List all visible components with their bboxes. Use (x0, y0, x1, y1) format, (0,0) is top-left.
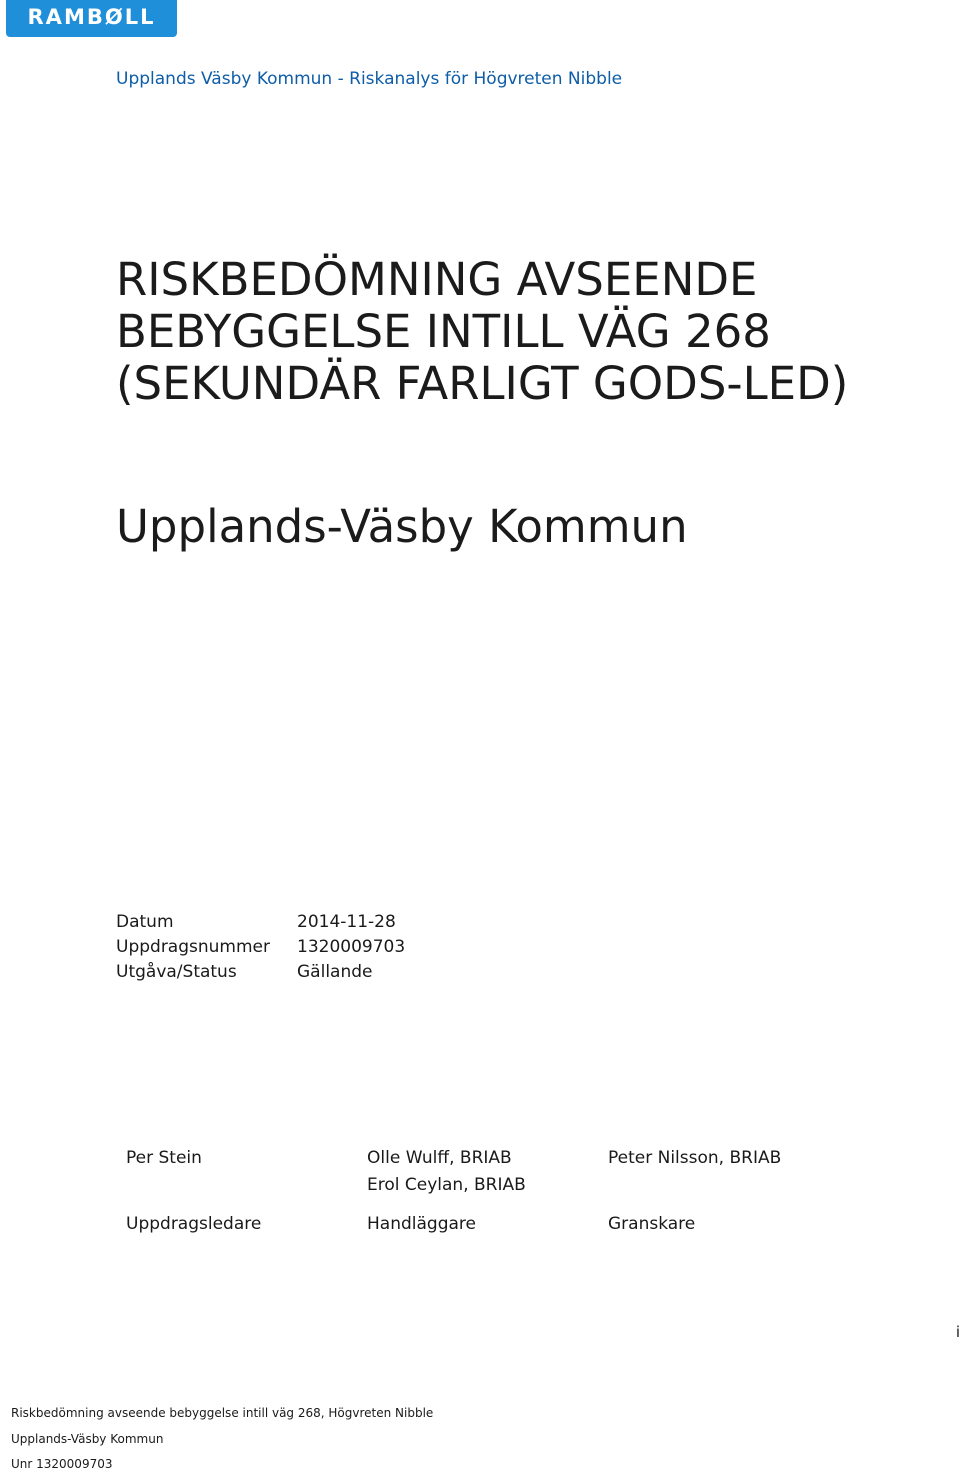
logo-text: RAMBØLL (27, 5, 156, 29)
meta-label-status: Utgåva/Status (116, 962, 237, 982)
title-line-1: RISKBEDÖMNING AVSEENDE (116, 253, 758, 306)
title-line-3: (SEKUNDÄR FARLIGT GODS-LED) (116, 357, 849, 410)
person-name: Peter Nilsson, BRIAB (608, 1148, 782, 1168)
person-name: Olle Wulff, BRIAB (367, 1148, 512, 1168)
meta-value-assignment-number: 1320009703 (297, 937, 406, 957)
page-number: i (955, 1323, 960, 1341)
meta-value-status: Gällande (297, 962, 373, 982)
person-role: Handläggare (367, 1214, 476, 1234)
document-subtitle: Upplands Väsby Kommun - Riskanalys för Högvreten Nibble (116, 69, 623, 89)
client-name: Upplands-Väsby Kommun (116, 500, 688, 553)
footer-line: Unr 1320009703 (11, 1457, 113, 1471)
meta-label-date: Datum (116, 912, 174, 932)
title-line-2: BEBYGGELSE INTILL VÄG 268 (116, 305, 771, 358)
person-role: Uppdragsledare (126, 1214, 262, 1234)
person-role: Granskare (608, 1214, 696, 1234)
meta-label-assignment-number: Uppdragsnummer (116, 937, 270, 957)
person-name: Per Stein (126, 1148, 202, 1168)
meta-value-date: 2014-11-28 (297, 912, 396, 932)
ramboll-logo (6, 0, 177, 37)
person-name: Erol Ceylan, BRIAB (367, 1175, 526, 1195)
footer-line: Upplands-Väsby Kommun (11, 1432, 164, 1446)
footer-line: Riskbedömning avseende bebyggelse intill väg 268, Högvreten Nibble (11, 1406, 434, 1420)
